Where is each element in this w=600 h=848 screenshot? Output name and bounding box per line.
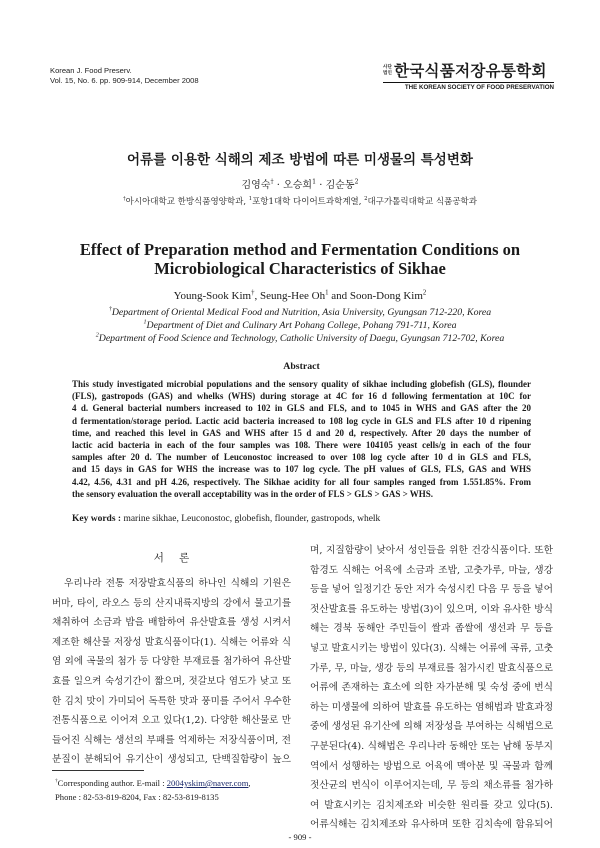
society-name-en: THE KOREAN SOCIETY OF FOOD PRESERVATION (404, 84, 554, 91)
author-name: 김순동 (325, 180, 355, 191)
author-list-en (60, 289, 540, 303)
author-name: Young-Sook Kim (173, 290, 252, 302)
author-name: Soon-Dong Kim (349, 290, 423, 302)
text-line: 어류식해는 김치제조와 유사하며 또한 김치속에 함유되어 (310, 819, 553, 831)
text-line: samples after 20 d. The number of Leuconostoc increased to over 108 log cycle after 10 d in GLS and FLS, (72, 452, 531, 463)
footnote-contact: Phone : 82-53-819-8204, Fax : 82-53-819-8135 (55, 792, 219, 802)
text-line: 4.42, 4.56, 4.31 and pH 4.26, respectively. The Sikhae acidity for all four samples ranged from 1.551.85%. From (72, 476, 531, 487)
affiliation-mark: 2 (95, 332, 99, 339)
text-line: the sensory evaluation the overall acceptability was in the order of FLS > GLS > GAS > WHS. (72, 488, 434, 499)
text-line: 버마, 타이, 라오스 등의 산지내륙지방의 강에서 물고기를 (52, 597, 291, 609)
journal-name: Korean J. Food Preserv. (50, 66, 132, 75)
text-line: 젓산균의 번식이 이루어지는데, 무 등의 채소류를 첨가하 (310, 780, 553, 792)
text-line: 채취하여 소금과 밥을 배합하여 유산발효를 생성 시켜서 (52, 617, 291, 629)
text-line: 중에 생성된 유기산에 의해 저장성을 부여하는 식해법으로 (310, 721, 554, 733)
author-name: 오승희 (283, 180, 313, 191)
page-number: - 909 - (288, 832, 312, 842)
text-line: d fermentation/storage period. Lactic acid bacteria increased to 108 log cycle in GLS and FLS after 10 d ripening (72, 415, 531, 426)
footnote-text: Corresponding author. E-mail : (57, 778, 167, 788)
text-line: This study investigated microbial populations and the sensory quality of sikhae including globefish (GLS), flounder (72, 379, 531, 389)
author-separator: · (316, 180, 326, 191)
text-line: 하는 미생물에 의하여 발효를 유도하는 염해법과 발효과정 (310, 701, 554, 713)
text-line: 효를 일으켜 숙성기간이 짧으며, 젓갈보다 염도가 낮고 또 (52, 675, 291, 687)
paper-title-en-line: Microbiological Characteristics of Sikhae (154, 259, 446, 278)
affiliation-line (40, 319, 560, 332)
text-line: 역에서 성행하는 방법으로 어육에 맥아분 및 곡물과 함께 (310, 760, 553, 772)
text-line: 여 발효시키는 김치제조와 비슷한 원리를 갖고 있다(5). (310, 799, 553, 811)
footnote-divider (52, 770, 144, 771)
email-link[interactable]: 2004yskim@naver.com (166, 778, 249, 788)
affiliation-list-en (40, 306, 560, 345)
text-line: (FLS), gastropods (GAS) and whelks (WHS) during storage at 4C for 16 d following fermentation at 10C for (72, 391, 531, 402)
author-name: Seung-Hee Oh (260, 290, 326, 302)
text-line: 등을 넣어 일정기간 동안 저가 숙성시킨 다음 무 등을 넣어 (310, 584, 553, 596)
text-line: 들어진 식해는 생선의 부패를 억제하는 저장식품이며, 전 (52, 734, 291, 746)
text-line: 해는 경북 동해안 주민들이 쌀과 좁쌀에 생선과 무 등을 (310, 623, 553, 635)
affiliation-mark: 1 (248, 196, 253, 203)
text-line: time, and reached this level in GAS and WHS after 15 d and 20 d, respectively. After 20 days the number of (72, 427, 531, 438)
affiliation-mark: † (108, 306, 112, 313)
text-line: 며, 지질함량이 낮아서 성인들을 위한 건강식품이다. 또한 (310, 545, 553, 556)
society-logo-prefix: 사단법인 (383, 65, 392, 76)
affiliation-list-kr (30, 196, 570, 208)
journal-issue: Vol. 15, No. 6. pp. 909-914, December 2008 (50, 76, 199, 85)
text-line: and 15 days in GAS for WHS the increase was to 107 log cycle. The pH values of GLS, FLS, GAS and WHS (72, 464, 531, 475)
text-line: 제조한 해산물 저장성 발효식품이다(1). 식해는 어류와 식 (52, 636, 291, 648)
keywords-label: Key words : (72, 514, 122, 524)
text-line: lactic acid bacteria in each of the four samples was 108. There were 104105 yeast cells/g in each of the four (72, 440, 531, 451)
text-line: 우리나라 전통 저장발효식품의 하나인 식해의 기원은 (64, 578, 291, 589)
affiliation-separator: , (243, 197, 249, 207)
affiliation-mark: 2 (364, 196, 368, 203)
keywords-value: marine sikhae, Leuconostoc, globefish, flounder, gastropods, whelk (121, 514, 381, 524)
text-line: 넣고 발효시키는 방법이 있다(3). 식해는 어류에 곡류, 고춧 (310, 642, 553, 654)
text-line: 가루, 무, 마늘, 생강 등의 부재료를 첨가시킨 발효식품으로 (310, 662, 553, 674)
text-line: 한 김치 맛이 가미되어 독특한 맛과 풍미를 주어서 우수한 (52, 695, 291, 707)
abstract-body (72, 378, 531, 500)
author-separator: , (254, 290, 261, 302)
affiliation-line (40, 306, 560, 319)
abstract-heading: Abstract (283, 361, 320, 372)
author-list-kr (60, 179, 540, 193)
corresponding-author-footnote (55, 776, 315, 804)
author-mark: † (251, 289, 255, 297)
affiliation-text: Department of Food Science and Technology, Catholic University of Daegu, Gyungsan 712-702, Korea (98, 333, 505, 344)
text-line: 함경도 식해는 어육에 소금과 조밥, 고춧가루, 마늘, 생강 (310, 564, 553, 576)
section-heading-introduction: 서 론 (153, 552, 190, 564)
author-mark: 2 (422, 289, 427, 297)
paper-title-en-line: Effect of Preparation method and Fermentation Conditions on (79, 240, 521, 259)
author-separator: and (328, 290, 350, 302)
affiliation-mark: 1 (143, 319, 147, 326)
affiliation-text: 대구가톨릭대학교 식품공학과 (367, 197, 477, 207)
affiliation-line (40, 332, 560, 345)
author-mark: † (270, 178, 274, 186)
society-name-kr: 한국식품저장유통학회 (394, 62, 547, 80)
text-line: 구분된다(4). 식해법은 우리나라 동해안 또는 남해 동부지 (310, 740, 553, 752)
text-line: 어류에 존재하는 효소에 의한 자가분해 및 숙성 중에 번식 (310, 682, 553, 694)
affiliation-text: Department of Diet and Culinary Art Pohang College, Pohang 791-711, Korea (146, 320, 457, 331)
paper-title-kr: 어류를 이용한 식해의 제조 방법에 따른 미생물의 특성변화 (127, 152, 473, 168)
body-column-right (310, 541, 553, 835)
text-line: 염 외에 곡물의 첨가 등 다양한 부재료를 첨가하여 유산발 (52, 656, 291, 668)
keywords (72, 513, 531, 525)
affiliation-text: 포항1대학 다이어트과학계열 (252, 197, 359, 207)
journal-citation (50, 66, 199, 86)
footnote-trail: , (248, 778, 251, 788)
body-column-left (52, 574, 291, 770)
text-line: 4 d. General bacterial numbers increased to 102 in GLS and FLS, and to 1045 in WHS and GAS after the 20 (72, 403, 531, 414)
affiliation-separator: , (358, 197, 365, 207)
text-line: 젓산발효를 유도하는 방법(3)이 있으며, 이와 유사한 방식 (310, 603, 553, 615)
text-line: 전통식품으로 이어져 오고 있다(1,2). 다양한 해산물로 만 (52, 715, 291, 727)
author-mark: 1 (312, 178, 317, 186)
affiliation-text: 아시아대학교 한방식품영양학과 (125, 197, 244, 207)
author-mark: 2 (354, 178, 359, 186)
author-separator: · (273, 180, 284, 191)
text-line: 분질이 분해되어 유기산이 생성되고, 단백질함량이 높으 (52, 754, 291, 766)
author-mark: 1 (325, 289, 329, 297)
author-name: 김영숙 (241, 180, 271, 191)
affiliation-text: Department of Oriental Medical Food and Nutrition, Asia University, Gyungsan 712-220, Korea (111, 307, 492, 318)
society-logo (383, 62, 554, 94)
affiliation-mark: † (123, 196, 126, 203)
footnote-mark: † (55, 778, 58, 785)
footnote-line (55, 776, 315, 790)
